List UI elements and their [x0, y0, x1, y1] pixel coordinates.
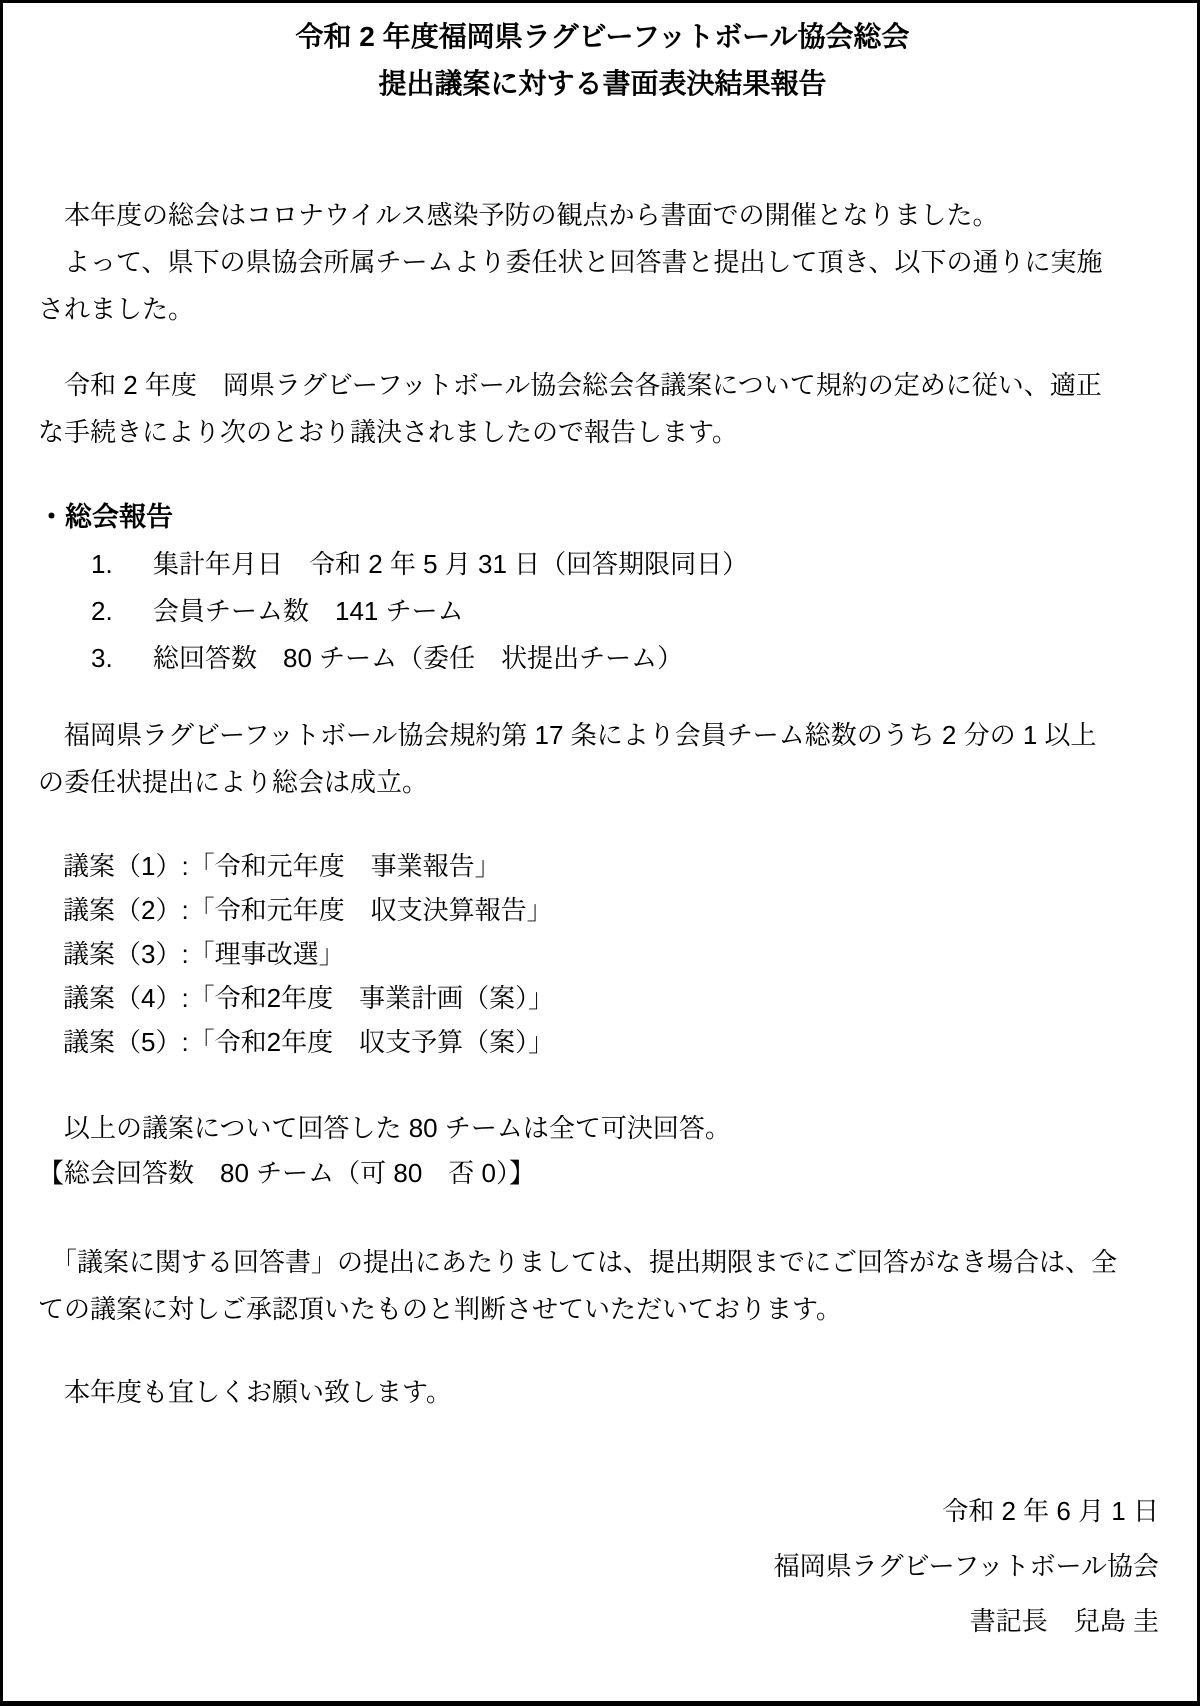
quorum-line-1: 福岡県ラグビーフットボール協会規約第 17 条により会員チーム総数のうち 2 分の 1 以上: [38, 720, 1097, 750]
signature-date: 令和 2 年 6 月 1 日: [942, 1496, 1159, 1526]
quorum-line-2: の委任状提出により総会は成立。: [38, 767, 429, 797]
signature-organization: 福岡県ラグビーフットボール協会: [773, 1551, 1159, 1581]
result-line-1: 以上の議案について回答した 80 チームは全て可決回答。: [38, 1113, 731, 1143]
agenda-item-4: 議案（4）:「令和2年度 事業計画（案）」: [63, 983, 555, 1013]
list-item-number: 1.: [91, 549, 113, 579]
decision-paragraph: [38, 362, 1167, 456]
note-paragraph: [38, 1239, 1167, 1333]
intro-line-3: されました。: [38, 294, 195, 324]
agenda-list: [38, 844, 1167, 1064]
list-item-text: 総回答数 80 チーム（委任 状提出チーム）: [153, 643, 684, 673]
list-item: [38, 541, 1167, 588]
note-line-1: 「議案に関する回答書」の提出にあたりましては、提出期限までにご回答がなき場合は、全: [38, 1247, 1118, 1277]
intro-line-2: よって、県下の県協会所属チームより委任状と回答書と提出して頂き、以下の通りに実施: [38, 247, 1103, 277]
list-item-number: 2.: [91, 596, 113, 626]
list-item-text: 会員チーム数 141 チーム: [153, 596, 464, 626]
list-item: [38, 588, 1167, 635]
title-line-1: 令和 2 年度福岡県ラグビーフットボール協会総会: [295, 21, 910, 52]
list-item: [38, 635, 1167, 682]
closing-paragraph: [38, 1369, 1167, 1416]
list-item-number: 3.: [91, 643, 113, 673]
agenda-item-1: 議案（1）:「令和元年度 事業報告」: [63, 851, 501, 881]
closing-line: 本年度も宜しくお願い致します。: [38, 1377, 452, 1407]
intro-line-1: 本年度の総会はコロナウイルス感染予防の観点から書面での開催となりました。: [38, 200, 999, 230]
report-list: [38, 541, 1167, 682]
result-line-2: 【総会回答数 80 チーム（可 80 否 0）】: [38, 1158, 535, 1188]
agenda-item-2: 議案（2）:「令和元年度 収支決算報告」: [63, 895, 553, 925]
quorum-paragraph: [38, 712, 1167, 806]
result-paragraph: [38, 1106, 1167, 1196]
title-line-2: 提出議案に対する書面表決結果報告: [378, 68, 827, 99]
document-title: [38, 13, 1167, 107]
intro-paragraph: [38, 192, 1167, 333]
agenda-item-3: 議案（3）:「理事改選」: [63, 939, 345, 969]
decision-line-2: な手続きにより次のとおり議決されましたので報告します。: [38, 417, 738, 447]
decision-line-1: 令和 2 年度 岡県ラグビーフットボール協会総会各議案について規約の定めに従い、適正: [38, 370, 1102, 400]
agenda-item-5: 議案（5）:「令和2年度 収支予算（案）」: [63, 1027, 555, 1057]
list-item-text: 集計年月日 令和 2 年 5 月 31 日（回答期限同日）: [153, 549, 749, 579]
signature-secretary: 書記長 兒島 圭: [969, 1606, 1159, 1636]
signature-block: [38, 1484, 1167, 1649]
note-line-2: ての議案に対しご承認頂いたものと判断させていただいております。: [38, 1294, 842, 1324]
report-heading: ・総会報告: [38, 502, 173, 532]
